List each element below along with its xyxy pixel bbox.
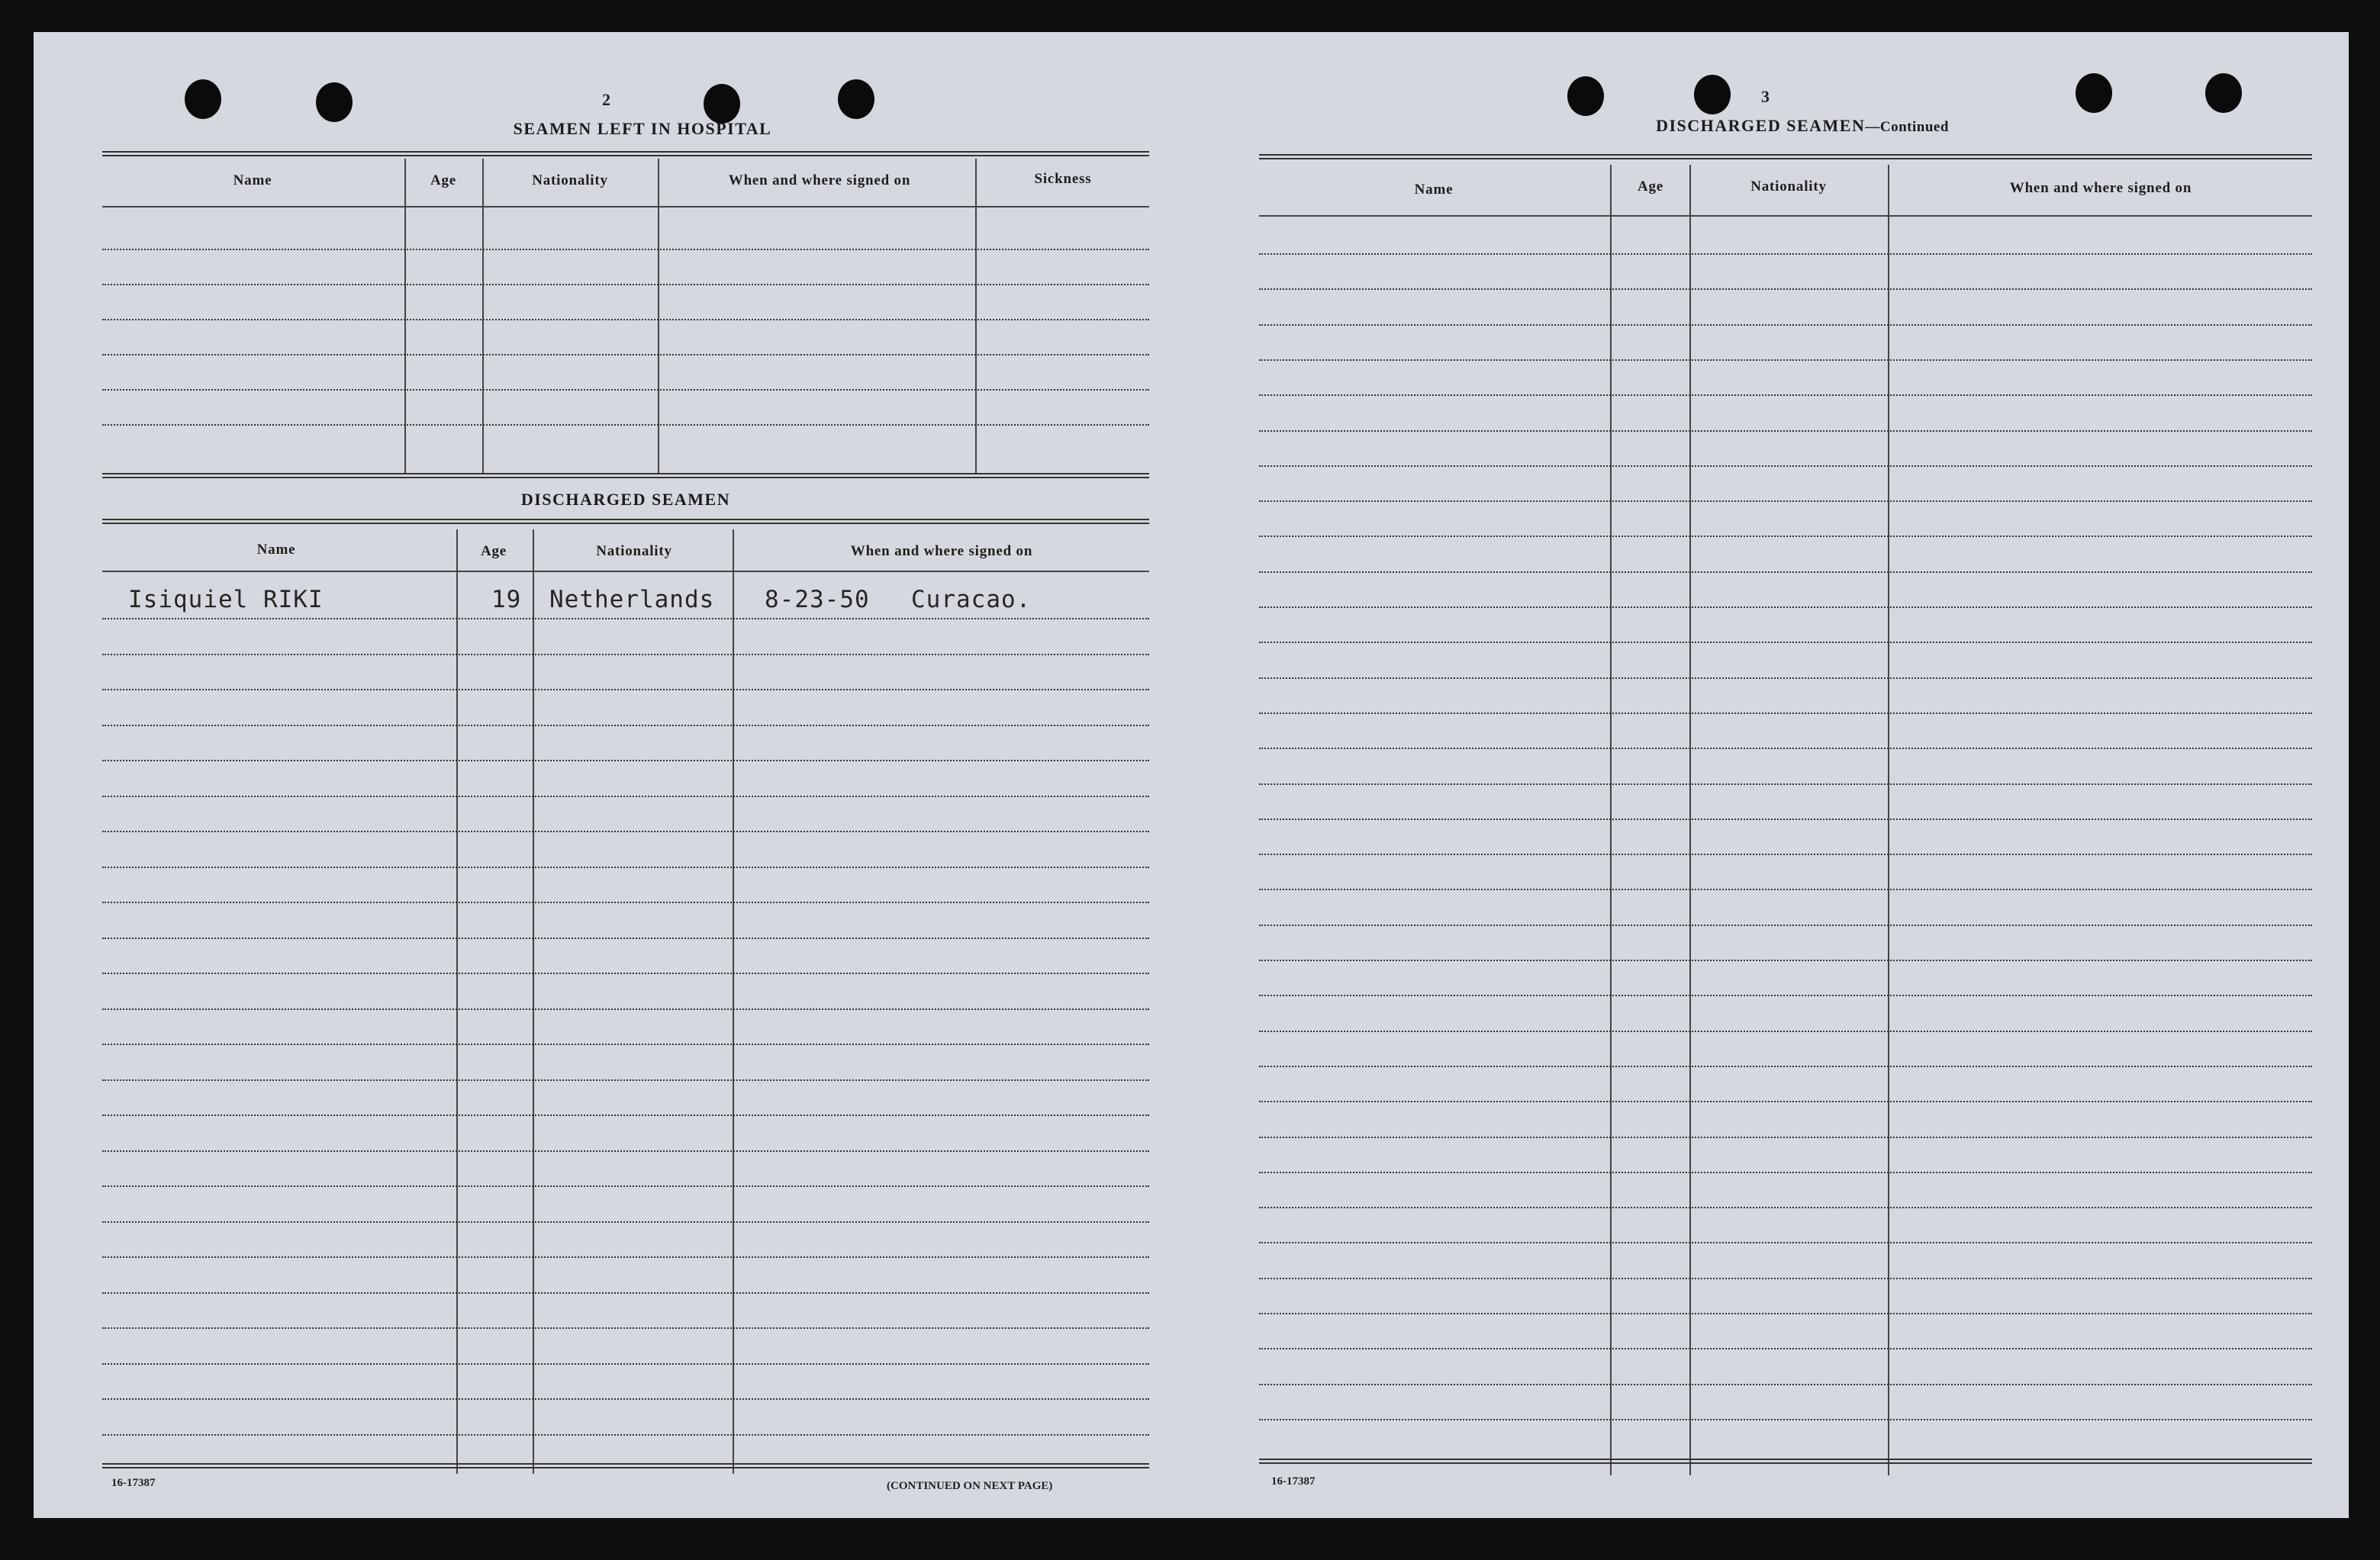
hospital-col-age: Age [430,172,457,188]
ruled-row-line [102,689,1149,690]
punch-hole-icon [2076,73,2112,113]
ruled-row-line [102,1008,1149,1010]
ruled-row-line [102,1363,1149,1365]
ruled-row-line [1259,712,2312,714]
left-page-number: 2 [602,90,612,109]
ruled-row-line [1259,995,2312,996]
right-col-signed-on: When and where signed on [2009,180,2192,196]
punch-hole-icon [704,84,740,124]
ruled-row-line [102,1221,1149,1223]
ruled-row-line [102,1398,1149,1400]
entry-date: 8-23-50 [765,586,870,613]
ruled-row-line [1259,1419,2312,1420]
ruled-row-line [1259,1031,2312,1032]
ruled-row-line [1259,253,2312,255]
continued-title-main: DISCHARGED SEAMEN [1656,116,1866,135]
entry-name: Isiquiel RIKI [128,586,324,613]
ruled-row-line [102,1292,1149,1294]
ruled-row-line [1259,1242,2312,1243]
punch-hole-icon [838,79,874,119]
ruled-row-line [1259,571,2312,573]
ruled-row-line [102,1434,1149,1436]
ruled-row-line [102,796,1149,797]
ruled-row-line [102,1150,1149,1152]
ruled-row-line [1259,960,2312,961]
ruled-row-line [102,654,1149,655]
ruled-row-line [102,284,1149,285]
ruled-row-line [1259,394,2312,396]
hospital-col-divider [975,159,977,473]
continued-note: (CONTINUED ON NEXT PAGE) [887,1480,1053,1492]
discharged-col-divider [456,529,458,1474]
ruled-row-line [102,1256,1149,1258]
ruled-row-line [102,354,1149,355]
hospital-section-title: SEAMEN LEFT IN HOSPITAL [513,119,772,138]
ruled-row-line [102,424,1149,426]
hospital-col-nationality: Nationality [532,172,608,188]
ruled-row-line [102,867,1149,868]
ruled-row-line [1259,925,2312,926]
discharged-col-age: Age [480,543,507,559]
ruled-row-line [1259,1066,2312,1067]
ruled-row-line [102,973,1149,974]
discharged-col-nationality: Nationality [596,543,672,559]
punch-hole-icon [1567,76,1604,116]
ruled-row-line [1259,430,2312,432]
ruled-row-line [1259,854,2312,855]
ruled-row-line [102,389,1149,391]
ruled-row-line [1259,1137,2312,1138]
ruled-row-line [1259,1313,2312,1314]
ruled-row-line [102,319,1149,320]
hospital-col-divider [658,159,659,473]
right-header-rule [1259,215,2312,217]
right-col-nationality: Nationality [1750,179,1827,195]
discharged-col-signed-on: When and where signed on [850,543,1033,559]
entry-nationality: Netherlands [549,586,715,613]
ruled-row-line [102,760,1149,761]
hospital-header-rule [102,206,1149,207]
ruled-row-line [1259,642,2312,643]
ruled-row-line [102,1079,1149,1081]
ruled-row-line [1259,500,2312,502]
discharged-title-rule [102,519,1149,524]
right-title-rule [1259,154,2312,159]
right-bottom-rule [1259,1459,2312,1464]
hospital-col-divider [482,159,484,473]
hospital-col-name: Name [233,172,272,188]
hospital-col-signed-on: When and where signed on [728,172,911,188]
ruled-row-line [1259,536,2312,537]
ruled-row-line [1259,1384,2312,1385]
punch-hole-icon [2205,73,2242,113]
ruled-row-line [102,1327,1149,1329]
punch-hole-icon [185,79,221,119]
hospital-col-divider [404,159,406,473]
ruled-row-line [102,249,1149,250]
right-form-number: 16-17387 [1271,1475,1316,1488]
continued-title-suffix: —Continued [1865,119,1949,135]
right-col-age: Age [1637,179,1664,195]
continued-section-title [1264,116,2341,136]
ruled-row-line [1259,288,2312,290]
ruled-row-line [1259,748,2312,749]
discharged-header-rule [102,571,1149,572]
ruled-row-line [102,725,1149,726]
right-col-name: Name [1414,182,1454,198]
manifest-sheet [34,32,2349,1518]
ruled-row-line [1259,819,2312,820]
ruled-row-line [102,1115,1149,1116]
ruled-row-line [1259,1278,2312,1279]
ruled-row-line [102,831,1149,832]
punch-hole-icon [1694,75,1731,114]
hospital-bottom-rule [102,473,1149,478]
ruled-row-line [1259,1172,2312,1173]
hospital-col-sickness: Sickness [1034,171,1092,187]
ruled-row-line [1259,677,2312,679]
discharged-col-divider [733,529,734,1474]
ruled-row-line [102,1044,1149,1045]
ruled-row-line [1259,606,2312,608]
ruled-row-line [102,902,1149,903]
discharged-section-title: DISCHARGED SEAMEN [520,490,731,509]
ruled-row-line [102,1185,1149,1187]
right-page-number: 3 [1761,87,1771,106]
discharged-bottom-rule [102,1463,1149,1468]
left-form-number: 16-17387 [111,1477,156,1489]
ruled-row-line [102,618,1149,619]
entry-age: 19 [491,586,522,613]
ruled-row-line [1259,1207,2312,1208]
ruled-row-line [102,938,1149,939]
ruled-row-line [1259,359,2312,361]
punch-hole-icon [316,82,353,122]
entry-place: Curacao. [911,586,1032,613]
ruled-row-line [1259,889,2312,890]
ruled-row-line [1259,783,2312,785]
discharged-col-divider [533,529,534,1474]
discharged-col-name: Name [256,542,296,558]
ruled-row-line [1259,324,2312,326]
ruled-row-line [1259,1348,2312,1349]
hospital-title-rule [102,151,1149,156]
ruled-row-line [1259,465,2312,467]
ruled-row-line [1259,1101,2312,1102]
